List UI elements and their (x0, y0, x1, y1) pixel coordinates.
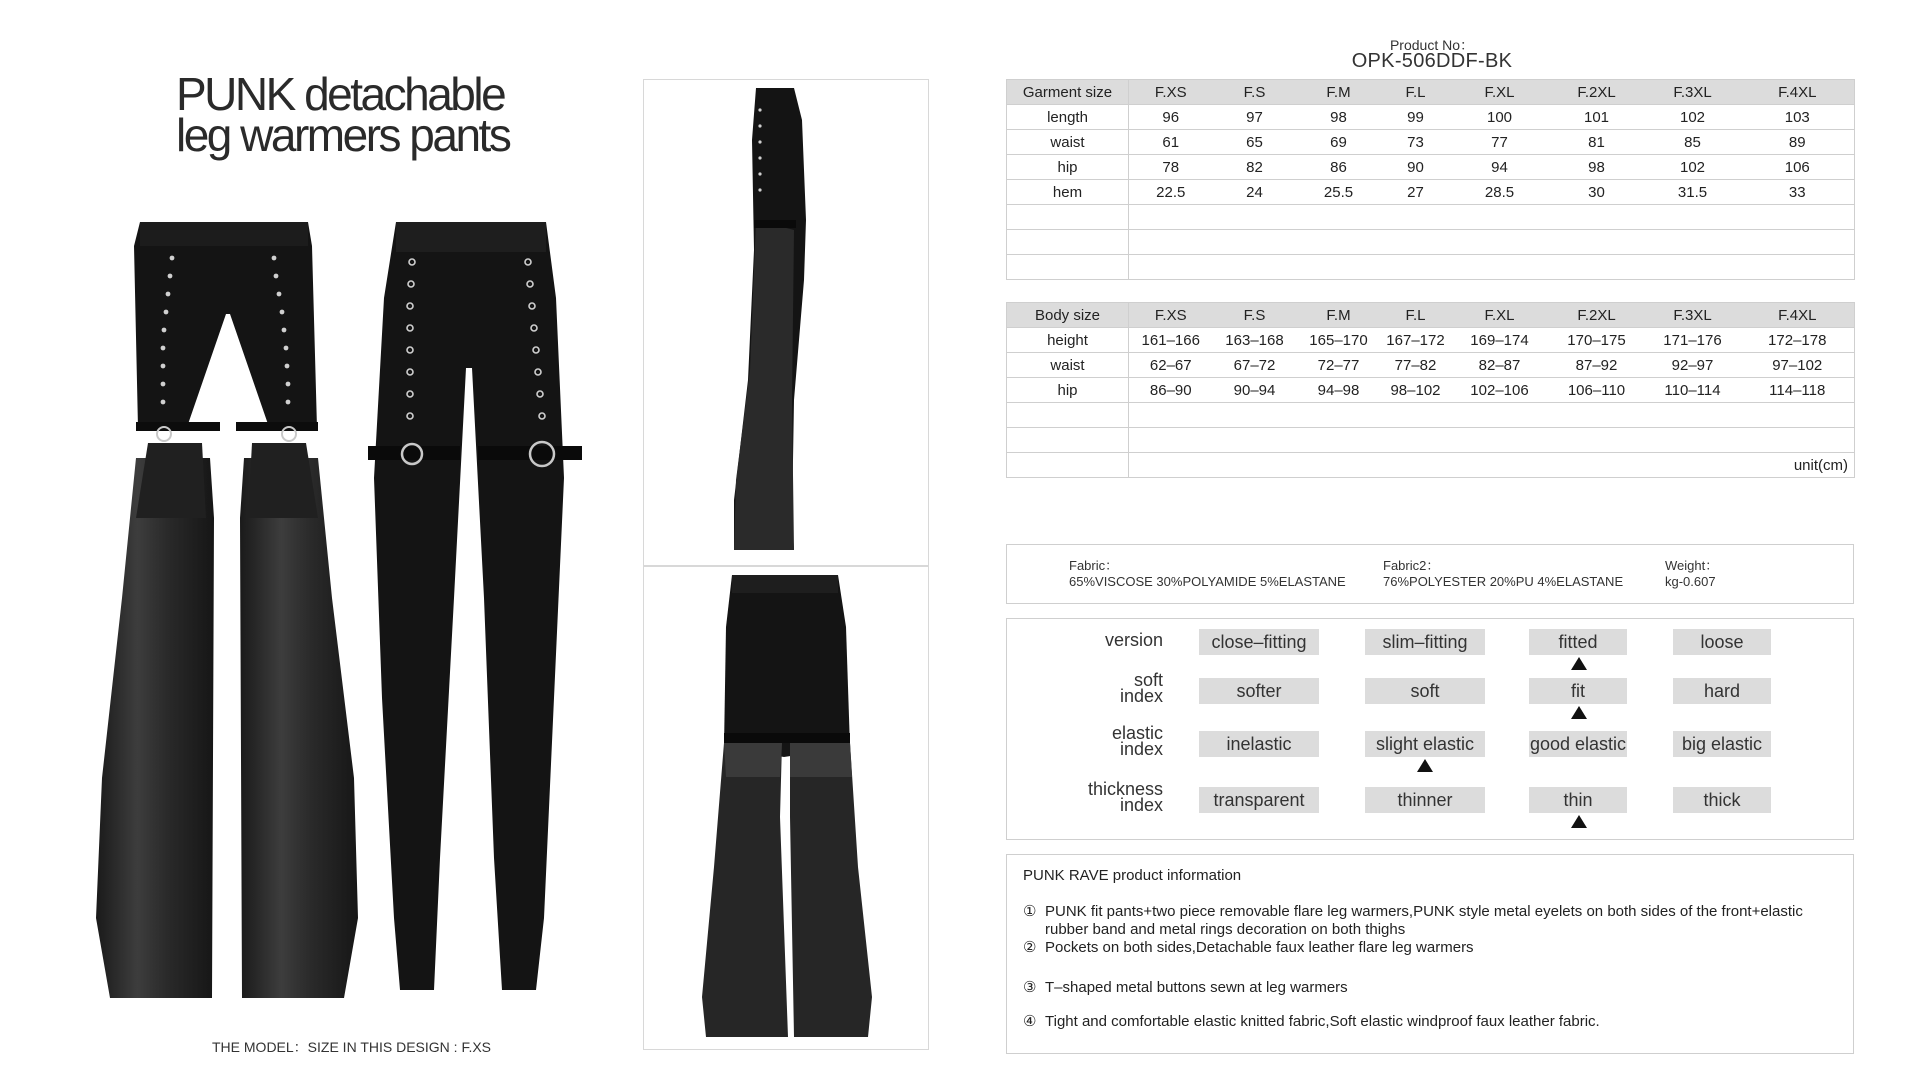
info-item-4 (1023, 1013, 1823, 1031)
version-option-loose: loose (1673, 629, 1771, 655)
table-cell: 110–114 (1645, 378, 1741, 403)
header-cell: F.L (1381, 80, 1451, 105)
info-item-text: PUNK fit pants+two piece removable flare leg warmers,PUNK style metal eyelets on both sides of the front+elastic rubber band and metal rings decoration on both thighs (1045, 903, 1803, 938)
product-number-label: Product No： (1389, 37, 1475, 53)
table-cell: 65 (1213, 130, 1297, 155)
table-cell: 82–87 (1451, 353, 1549, 378)
weight-value: kg-0.607 (1665, 574, 1716, 589)
table-cell: 89 (1741, 130, 1855, 155)
version-option-fitted: fitted (1529, 629, 1627, 655)
soft-option-softer: softer (1199, 678, 1319, 704)
header-cell: F.2XL (1549, 303, 1645, 328)
table-row (1007, 180, 1855, 205)
fabric-1 (1069, 558, 1346, 590)
table-cell: 102–106 (1451, 378, 1549, 403)
info-item-text: Pockets on both sides,Detachable faux leather flare leg warmers (1045, 939, 1474, 956)
table-cell: 69 (1297, 130, 1381, 155)
table-cell: 61 (1129, 130, 1213, 155)
back-view-photo-frame (643, 566, 929, 1050)
product-information-box (1006, 854, 1854, 1054)
garment-table-header-row (1007, 80, 1855, 105)
table-cell: 78 (1129, 155, 1213, 180)
table-cell: 90–94 (1213, 378, 1297, 403)
row-label: hem (1007, 180, 1129, 205)
table-row-empty (1007, 230, 1855, 255)
thickness-selected-marker-icon (1571, 815, 1587, 828)
table-cell: 99 (1381, 105, 1451, 130)
info-item-1 (1023, 903, 1823, 939)
soft-option-hard: hard (1673, 678, 1771, 704)
header-cell: F.4XL (1741, 303, 1855, 328)
table-row-empty (1007, 205, 1855, 230)
table-row-unit (1007, 453, 1855, 478)
table-row (1007, 155, 1855, 180)
weight (1665, 558, 1718, 590)
table-cell: 72–77 (1297, 353, 1381, 378)
thickness-option-thin: thin (1529, 787, 1627, 813)
thickness-option-thinner: thinner (1365, 787, 1485, 813)
weight-label: Weight： (1665, 558, 1719, 573)
info-item-2 (1023, 939, 1823, 957)
row-label: length (1007, 105, 1129, 130)
header-cell: F.S (1213, 303, 1297, 328)
soft-option-soft: soft (1365, 678, 1485, 704)
garment-feel-index-box (1006, 618, 1854, 840)
table-cell: 103 (1741, 105, 1855, 130)
row-label: hip (1007, 155, 1129, 180)
product-title-line-2: leg warmers pants (176, 109, 510, 161)
table-cell: 165–170 (1297, 328, 1381, 353)
table-cell: 98 (1549, 155, 1645, 180)
table-cell: 85 (1645, 130, 1741, 155)
version-option-close-fitting: close–fitting (1199, 629, 1319, 655)
thickness-option-thick: thick (1673, 787, 1771, 813)
header-cell: F.XL (1451, 80, 1549, 105)
body-size-table (1006, 302, 1855, 478)
version-option-slim-fitting: slim–fitting (1365, 629, 1485, 655)
header-cell: F.M (1297, 80, 1381, 105)
thickness-index-label: thickness index (1087, 779, 1163, 815)
side-view-photo-frame (643, 79, 929, 566)
pants-with-leg-warmers-front-image (92, 218, 362, 998)
table-cell: 102 (1645, 105, 1741, 130)
table-cell: 101 (1549, 105, 1645, 130)
table-cell: 163–168 (1213, 328, 1297, 353)
soft-selected-marker-icon (1571, 706, 1587, 719)
fabric-2 (1383, 558, 1623, 590)
header-cell: F.3XL (1645, 80, 1741, 105)
row-label: hip (1007, 378, 1129, 403)
table-cell: 77–82 (1381, 353, 1451, 378)
table-cell: 28.5 (1451, 180, 1549, 205)
header-cell: F.L (1381, 303, 1451, 328)
table-row (1007, 105, 1855, 130)
table-row-empty (1007, 428, 1855, 453)
table-cell: 67–72 (1213, 353, 1297, 378)
header-cell: F.3XL (1645, 303, 1741, 328)
table-cell: 73 (1381, 130, 1451, 155)
table-cell: 170–175 (1549, 328, 1645, 353)
row-label: waist (1007, 353, 1129, 378)
info-item-3 (1023, 979, 1823, 997)
fabric-info-box (1006, 544, 1854, 604)
table-cell: 33 (1741, 180, 1855, 205)
product-title-line-1: PUNK detachable (176, 68, 505, 120)
table-cell: 31.5 (1645, 180, 1741, 205)
table-cell: 77 (1451, 130, 1549, 155)
fabric-1-label: Fabric： (1069, 558, 1119, 573)
pants-without-leg-warmers-front-image (368, 218, 590, 992)
table-cell: 106–110 (1549, 378, 1645, 403)
row-label: waist (1007, 130, 1129, 155)
table-cell: 94 (1451, 155, 1549, 180)
header-cell: F.XL (1451, 303, 1549, 328)
table-cell: 22.5 (1129, 180, 1213, 205)
table-cell: 90 (1381, 155, 1451, 180)
table-cell: 86–90 (1129, 378, 1213, 403)
info-item-text: T–shaped metal buttons sewn at leg warmers (1045, 979, 1348, 996)
table-cell: 25.5 (1297, 180, 1381, 205)
elastic-selected-marker-icon (1417, 759, 1433, 772)
table-cell: 96 (1129, 105, 1213, 130)
table-cell: 27 (1381, 180, 1451, 205)
table-cell: 87–92 (1549, 353, 1645, 378)
fabric-1-value: 65%VISCOSE 30%POLYAMIDE 5%ELASTANE (1069, 574, 1346, 589)
header-cell: F.XS (1129, 80, 1213, 105)
table-cell: 97–102 (1741, 353, 1855, 378)
header-cell: Garment size (1007, 80, 1129, 105)
product-title (176, 68, 576, 161)
soft-option-fit: fit (1529, 678, 1627, 704)
table-row-empty (1007, 255, 1855, 280)
header-cell: Body size (1007, 303, 1129, 328)
header-cell: F.S (1213, 80, 1297, 105)
table-cell: 98–102 (1381, 378, 1451, 403)
elastic-option-slight-elastic: slight elastic (1365, 731, 1485, 757)
product-information-title: PUNK RAVE product information (1023, 867, 1242, 884)
thickness-option-transparent: transparent (1199, 787, 1319, 813)
table-row (1007, 130, 1855, 155)
table-row (1007, 328, 1855, 353)
elastic-option-big-elastic: big elastic (1673, 731, 1771, 757)
fabric-2-value: 76%POLYESTER 20%PU 4%ELASTANE (1383, 574, 1624, 589)
table-cell: 62–67 (1129, 353, 1213, 378)
info-item-number: ③ (1023, 979, 1037, 996)
table-cell: 81 (1549, 130, 1645, 155)
table-cell: 86 (1297, 155, 1381, 180)
product-number: OPK-506DDF-BK (1351, 50, 1513, 72)
model-size-note: THE MODEL：SIZE IN THIS DESIGN : F.XS (212, 1039, 492, 1055)
info-item-number: ① (1023, 903, 1037, 920)
table-row (1007, 378, 1855, 403)
info-item-number: ④ (1023, 1013, 1037, 1030)
table-row (1007, 353, 1855, 378)
table-cell: 100 (1451, 105, 1549, 130)
table-row-empty (1007, 403, 1855, 428)
table-cell: 24 (1213, 180, 1297, 205)
version-label: version (1104, 630, 1163, 650)
table-cell: 106 (1741, 155, 1855, 180)
version-selected-marker-icon (1571, 657, 1587, 670)
table-cell: 169–174 (1451, 328, 1549, 353)
table-cell: 171–176 (1645, 328, 1741, 353)
table-cell: 30 (1549, 180, 1645, 205)
info-item-text: Tight and comfortable elastic knitted fabric,Soft elastic windproof faux leather fabric. (1045, 1013, 1600, 1030)
elastic-option-inelastic: inelastic (1199, 731, 1319, 757)
table-cell: 172–178 (1741, 328, 1855, 353)
header-cell: F.M (1297, 303, 1381, 328)
table-cell: 102 (1645, 155, 1741, 180)
pants-side-view-image (644, 80, 930, 567)
table-cell: 82 (1213, 155, 1297, 180)
table-cell: 114–118 (1741, 378, 1855, 403)
table-cell: 94–98 (1297, 378, 1381, 403)
soft-index-label: soft index (1119, 670, 1163, 706)
table-cell: 97 (1213, 105, 1297, 130)
table-cell: 167–172 (1381, 328, 1451, 353)
unit-note: unit(cm) (1129, 453, 1855, 478)
fabric-2-label: Fabric2： (1383, 558, 1440, 573)
header-cell: F.4XL (1741, 80, 1855, 105)
row-label: height (1007, 328, 1129, 353)
header-cell: F.2XL (1549, 80, 1645, 105)
table-cell: 98 (1297, 105, 1381, 130)
info-item-number: ② (1023, 939, 1037, 956)
pants-back-view-image (644, 567, 930, 1051)
body-table-header-row (1007, 303, 1855, 328)
elastic-option-good-elastic: good elastic (1529, 731, 1627, 757)
elastic-index-label: elastic index (1111, 723, 1163, 759)
table-cell: 161–166 (1129, 328, 1213, 353)
table-cell: 92–97 (1645, 353, 1741, 378)
garment-size-table (1006, 79, 1855, 280)
header-cell: F.XS (1129, 303, 1213, 328)
